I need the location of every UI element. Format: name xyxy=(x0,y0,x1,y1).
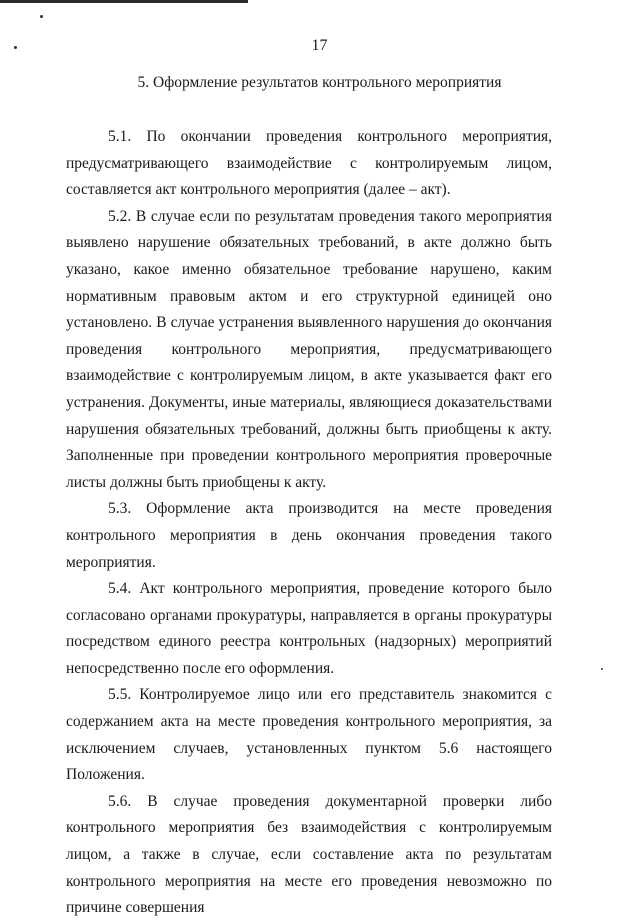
scan-artifact-dot xyxy=(601,668,603,670)
section-heading: 5. Оформление результатов контрольного мероприятия xyxy=(137,74,502,91)
scan-artifact-dot xyxy=(40,15,43,18)
paragraph-5-2: 5.2. В случае если по результатам проведения такого мероприятия выявлено нарушение обязательных требований, в акте должно быть указано, какое именно обязательное требование нарушено, каким нормативным правовым актом и его структурной единицей оно установлено. В случае устранения выявленного нарушения до окончания проведения контрольного мероприятия, предусматривающего взаимодействие с контролируемым лицом, в акте указывается факт его устранения. Документы, иные материалы, являющиеся доказательствами нарушения обязательных требований, должны быть приобщены к акту. Заполненные при проведении контрольного мероприятия проверочные листы должны быть приобщены к акту. xyxy=(66,207,552,491)
paragraph-5-6: 5.6. В случае проведения документарной проверки либо контрольного мероприятия без взаимодействия с контролируемым лицом, а также в случае, если составление акта по результатам контрольного мероприятия на месте его проведения невозможно по причине совершения xyxy=(66,792,552,917)
page-number: 17 xyxy=(311,37,328,54)
paragraph-5-4: 5.4. Акт контрольного мероприятия, проведение которого было согласовано органами прокуратуры, направляется в органы прокуратуры посредством единого реестра контрольных (надзорных) мероприятий непосредственно после его оформления. xyxy=(66,580,552,677)
scan-top-rule xyxy=(0,0,248,3)
paragraph-5-3: 5.3. Оформление акта производится на месте проведения контрольного мероприятия в день окончания проведения такого мероприятия. xyxy=(66,500,552,571)
document-body xyxy=(66,124,552,922)
paragraph-5-5: 5.5. Контролируемое лицо или его представитель знакомится с содержанием акта на месте проведения контрольного мероприятия, за исключением случаев, установленных пунктом 5.6 настоящего Положения. xyxy=(66,686,552,784)
paragraph-5-1: 5.1. По окончании проведения контрольного мероприятия, предусматривающего взаимодействие с контролируемым лицом, составляется акт контрольного мероприятия (далее – акт). xyxy=(66,128,552,199)
